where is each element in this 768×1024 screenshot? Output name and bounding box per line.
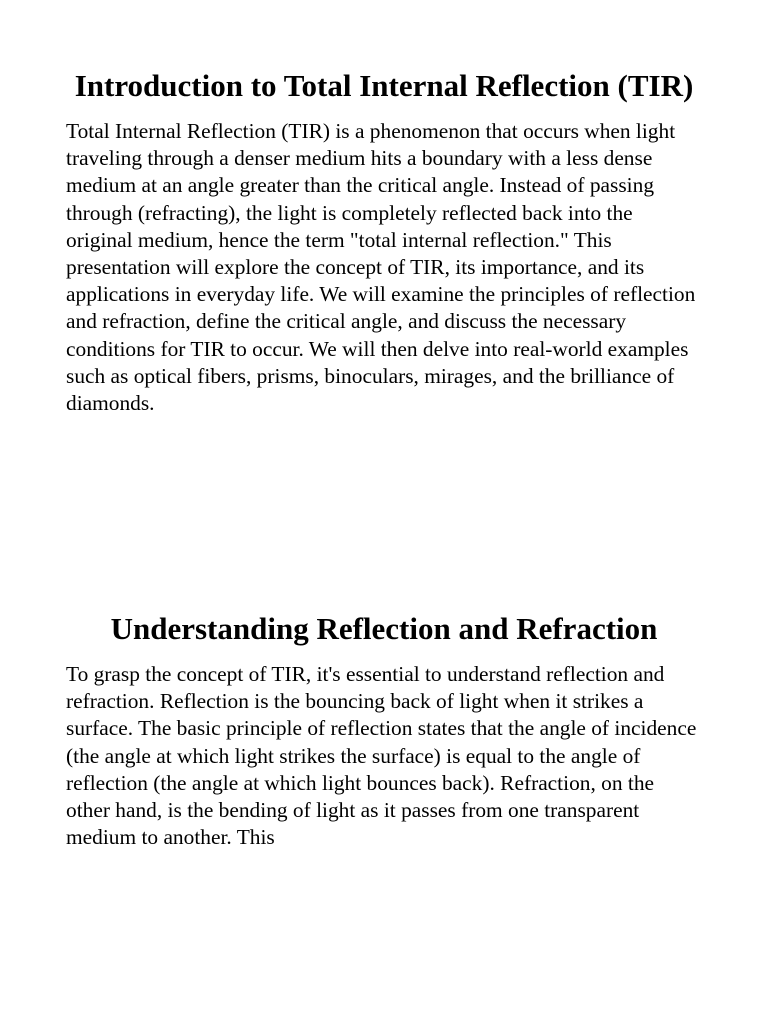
section-introduction — [66, 68, 702, 417]
section-reflection-refraction — [66, 611, 702, 851]
section-body: To grasp the concept of TIR, it's essential to understand reflection and refraction. Reflection is the bouncing back of light when it strikes a surface. The basic principle of reflection states that the angle of incidence (the angle at which light strikes the surface) is equal to the angle of reflection (the angle at which light bounces back). Refraction, on the other hand, is the bending of light as it passes from one transparent medium to another. This — [66, 662, 697, 850]
section-heading: Understanding Reflection and Refraction — [110, 611, 658, 646]
section-body: Total Internal Reflection (TIR) is a phenomenon that occurs when light traveling through a denser medium hits a boundary with a less dense medium at an angle greater than the critical angle. Instead of passing through (refracting), the light is completely reflected back into the original medium, hence the term "total internal reflection." This presentation will explore the concept of TIR, its importance, and its applications in everyday life. We will examine the principles of reflection and refraction, define the critical angle, and discuss the necessary conditions for TIR to occur. We will then delve into real-world examples such as optical fibers, prisms, binoculars, mirages, and the brilliance of diamonds. — [66, 119, 696, 416]
section-heading: Introduction to Total Internal Reflection (TIR) — [74, 68, 694, 103]
